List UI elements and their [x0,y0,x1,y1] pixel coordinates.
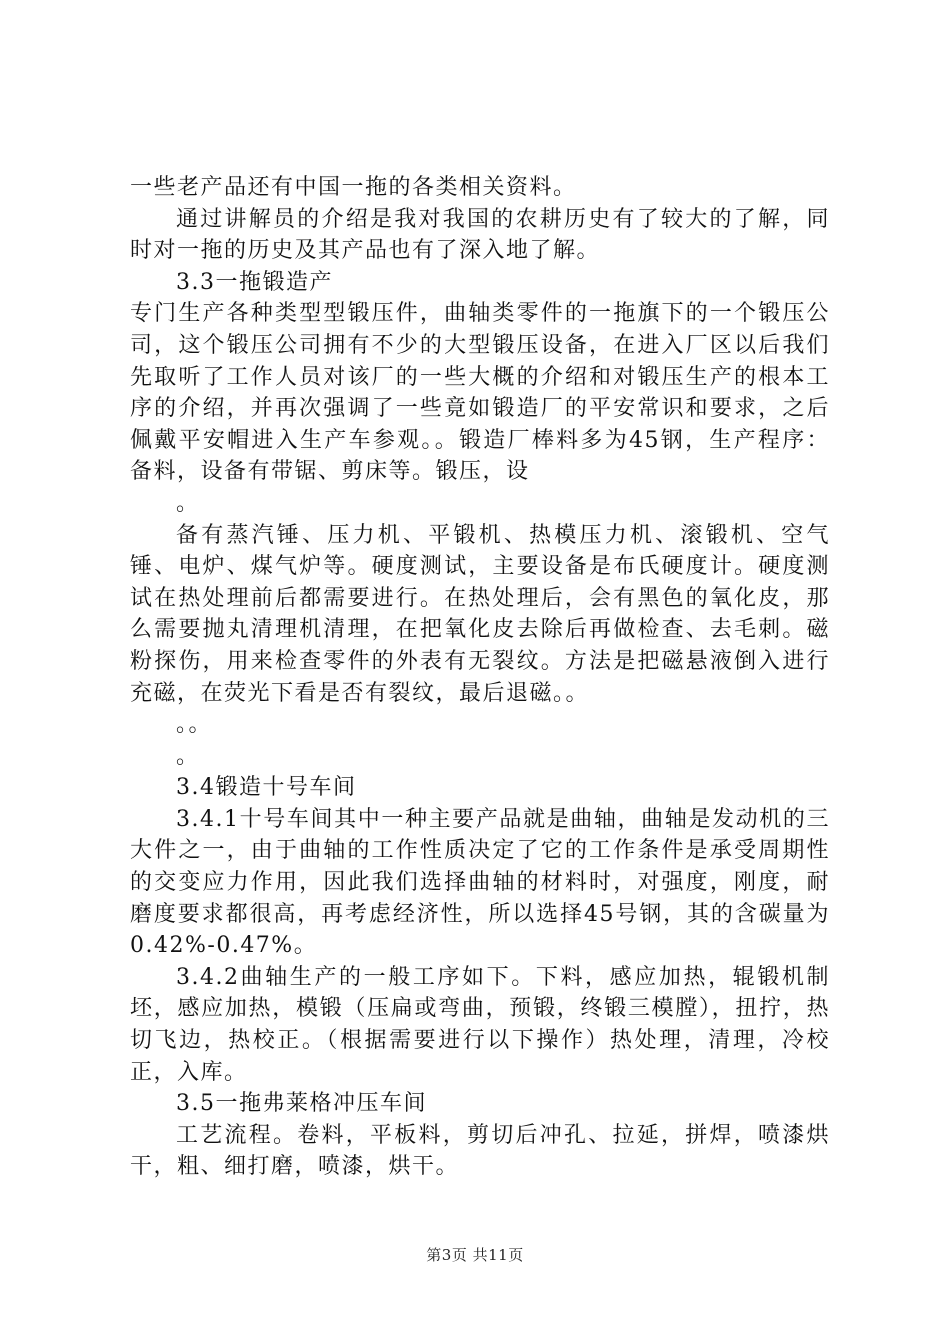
paragraph: 3.4.2曲轴生产的一般工序如下。下料，感应加热，辊锻机制坯，感应加热，模锻（压扁或弯曲，预锻，终锻三模膛），扭拧，热切飞边，热校正。（根据需要进行以下操作）热处理，清理，冷校正，入库。 [130,964,830,1085]
paragraph: 一些老产品还有中国一拖的各类相关资料。 [130,175,577,200]
paragraph: 通过讲解员的介绍是我对我国的农耕历史有了较大的了解，同时对一拖的历史及其产品也有了深入地了解。 [130,206,830,264]
paragraph: 工艺流程。卷料，平板料，剪切后冲孔、拉延，拼焊，喷漆烘干，粗、细打磨，喷漆，烘干。 [130,1122,830,1180]
section-heading: 3.5一拖弗莱格冲压车间 [176,1091,427,1117]
paragraph: 。 [176,743,200,769]
paragraph: 专门生产各种类型型锻压件，曲轴类零件的一拖旗下的一个锻压公司，这个锻压公司拥有不少的大型锻压设备，在进入厂区以后我们先取听了工作人员对该厂的一些大概的介绍和对锻压生产的根本工序的介绍，并再次强调了一些竟如锻造厂的平安常识和要求，之后佩戴平安帽进入生产车参观。。锻造厂棒料多为45钢，生产程序：备料，设备有带锯、剪床等。锻压，设 [130,301,830,485]
section-heading: 3.4锻造十号车间 [176,775,357,801]
paragraph: 。。 [176,712,213,738]
paragraph: 。 [176,490,200,516]
paragraph: 备有蒸汽锤、压力机、平锻机、热模压力机、滚锻机、空气锤、电炉、煤气炉等。硬度测试，主要设备是布氏硬度计。硬度测试在热处理前后都需要进行。在热处理后，会有黑色的氧化皮，那么需要抛丸清理机清理，在把氧化皮去除后再做检查、去毛刺。磁粉探伤，用来检查零件的外表有无裂纹。方法是把磁悬液倒入进行充磁，在荧光下看是否有裂纹，最后退磁。。 [130,522,830,706]
body-text [130,172,830,1183]
paragraph: 3.4.1十号车间其中一种主要产品就是曲轴，曲轴是发动机的三大件之一，由于曲轴的工作性质决定了它的工作条件是承受周期性的交变应力作用，因此我们选择曲轴的材料时，对强度，刚度，耐磨度要求都很高，再考虑经济性，所以选择45号钢，其的含碳量为0.42%-0.47%。 [130,806,830,959]
section-heading: 3.3一拖锻造产 [176,269,333,295]
page-footer: 第3页 共11页 [426,1246,524,1264]
